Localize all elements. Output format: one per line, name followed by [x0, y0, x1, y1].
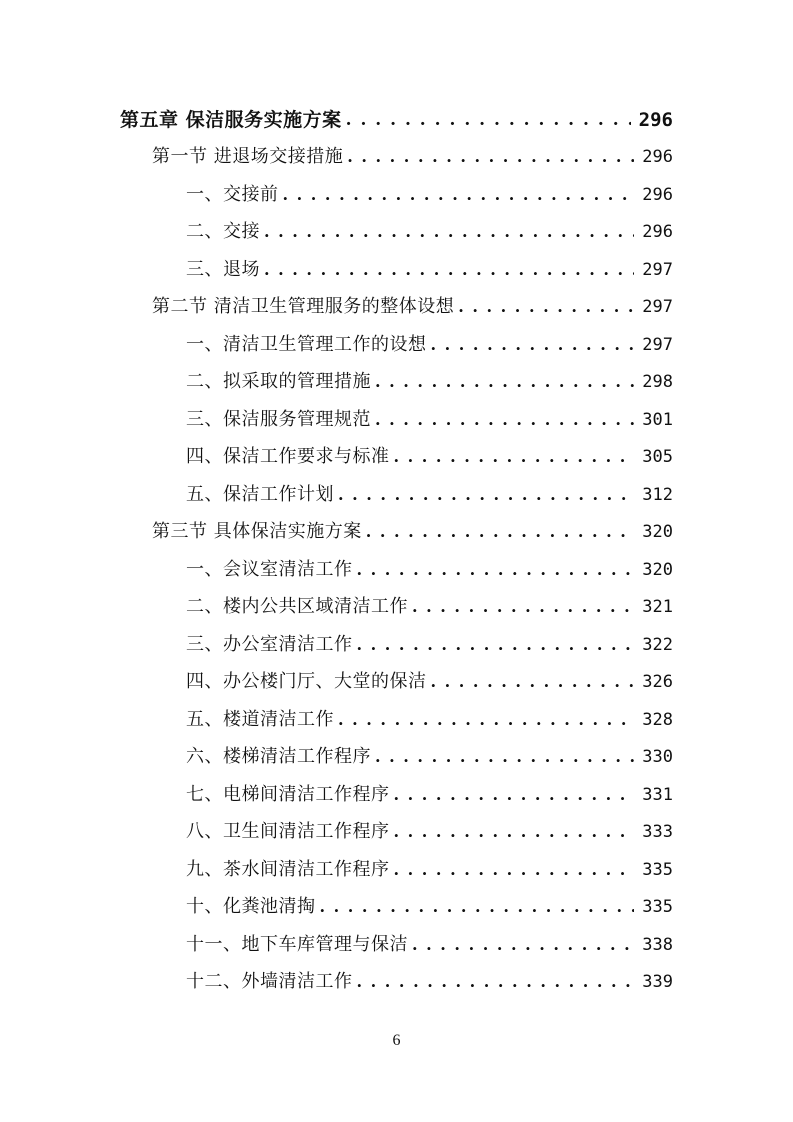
- toc-leader-dots: [366, 520, 635, 544]
- toc-entry-label: 一、清洁卫生管理工作的设想: [186, 333, 427, 355]
- toc-entry-page: 339: [642, 972, 673, 993]
- toc-entry-page: 335: [642, 859, 673, 880]
- toc-entry-item[interactable]: [0, 701, 793, 739]
- toc-entry-page: 330: [642, 747, 673, 768]
- toc-entry-label: 第一节 进退场交接措施: [152, 146, 344, 168]
- toc-leader-dots: [375, 370, 634, 394]
- toc-entry-item[interactable]: [0, 401, 793, 439]
- toc-leader-dots: [357, 970, 635, 994]
- toc-entry-item[interactable]: [0, 889, 793, 927]
- toc-entry-label: 二、拟采取的管理措施: [186, 371, 371, 393]
- toc-entry-label: 八、卫生间清洁工作程序: [186, 821, 390, 843]
- toc-leader-dots: [394, 858, 635, 882]
- toc-entry-page: 296: [642, 184, 673, 205]
- toc-entry-label: 十一、地下车库管理与保洁: [186, 933, 408, 955]
- toc-entry-label: 六、楼梯清洁工作程序: [186, 746, 371, 768]
- toc-entry-item[interactable]: [0, 551, 793, 589]
- toc-leader-dots: [375, 408, 634, 432]
- toc-leader-dots: [394, 445, 635, 469]
- toc-entry-page: 297: [642, 297, 673, 318]
- toc-leader-dots: [346, 108, 631, 132]
- toc-entry-page: 296: [638, 108, 673, 131]
- toc-leader-dots: [338, 483, 634, 507]
- toc-leader-dots: [412, 933, 634, 957]
- toc-leader-dots: [264, 220, 634, 244]
- toc-entry-page: 297: [642, 334, 673, 355]
- toc-leader-dots: [394, 820, 635, 844]
- toc-entry-label: 第三节 具体保洁实施方案: [152, 521, 362, 543]
- toc-entry-label: 二、楼内公共区域清洁工作: [186, 596, 408, 618]
- toc-entry-label: 三、办公室清洁工作: [186, 633, 353, 655]
- toc-entry-label: 九、茶水间清洁工作程序: [186, 858, 390, 880]
- toc-leader-dots: [431, 670, 635, 694]
- toc-entry-item[interactable]: [0, 364, 793, 402]
- toc-entry-item[interactable]: [0, 776, 793, 814]
- toc-entry-page: 338: [642, 934, 673, 955]
- toc-entry-page: 301: [642, 409, 673, 430]
- toc-entry-item[interactable]: [0, 326, 793, 364]
- toc-entry-item[interactable]: [0, 664, 793, 702]
- toc-entry-label: 三、退场: [186, 258, 260, 280]
- toc-entry-item[interactable]: [0, 589, 793, 627]
- toc-leader-dots: [347, 145, 634, 169]
- toc-entry-page: 305: [642, 447, 673, 468]
- toc-entry-item[interactable]: [0, 439, 793, 477]
- toc-leader-dots: [283, 183, 635, 207]
- toc-entry-item[interactable]: [0, 251, 793, 289]
- toc-entry-label: 七、电梯间清洁工作程序: [186, 783, 390, 805]
- toc-entry-item[interactable]: [0, 214, 793, 252]
- toc-leader-dots: [412, 595, 634, 619]
- toc-entry-label: 十、化粪池清掏: [186, 896, 316, 918]
- toc-entry-item[interactable]: [0, 739, 793, 777]
- toc-entry-label: 一、会议室清洁工作: [186, 558, 353, 580]
- toc-entry-label: 二、交接: [186, 221, 260, 243]
- toc-entry-section-1[interactable]: [0, 139, 793, 177]
- toc-leader-dots: [431, 333, 635, 357]
- toc-entry-page: 326: [642, 672, 673, 693]
- toc-entry-page: 320: [642, 522, 673, 543]
- toc-entry-page: 296: [642, 147, 673, 168]
- toc-entry-item[interactable]: [0, 926, 793, 964]
- toc-entry-page: 333: [642, 822, 673, 843]
- toc-leader-dots: [320, 895, 635, 919]
- toc-entry-label: 一、交接前: [186, 183, 279, 205]
- toc-entry-item[interactable]: [0, 476, 793, 514]
- toc-leader-dots: [338, 708, 634, 732]
- toc-leader-dots: [357, 558, 635, 582]
- toc-entry-page: 297: [642, 259, 673, 280]
- toc-entry-section-2[interactable]: [0, 289, 793, 327]
- toc-entry-item[interactable]: [0, 176, 793, 214]
- toc-entry-item[interactable]: [0, 626, 793, 664]
- toc-entry-item[interactable]: [0, 851, 793, 889]
- toc-entry-page: 296: [642, 222, 673, 243]
- toc-entry-label: 四、保洁工作要求与标准: [186, 446, 390, 468]
- toc-entry-page: 335: [642, 897, 673, 918]
- toc-entry-item[interactable]: [0, 964, 793, 1002]
- toc-leader-dots: [375, 745, 634, 769]
- toc-entry-page: 320: [642, 559, 673, 580]
- page-number: 6: [392, 1032, 401, 1049]
- toc-entry-label: 第五章 保洁服务实施方案: [120, 108, 342, 131]
- toc-entry-page: 328: [642, 709, 673, 730]
- toc-entry-chapter-5[interactable]: [0, 101, 793, 139]
- toc-entry-page: 331: [642, 784, 673, 805]
- toc-entry-page: 298: [642, 372, 673, 393]
- toc-entry-label: 第二节 清洁卫生管理服务的整体设想: [152, 296, 455, 318]
- table-of-contents: [0, 101, 793, 1001]
- toc-entry-label: 五、楼道清洁工作: [186, 708, 334, 730]
- toc-leader-dots: [458, 295, 634, 319]
- toc-entry-page: 322: [642, 634, 673, 655]
- toc-leader-dots: [394, 783, 635, 807]
- toc-entry-page: 312: [642, 484, 673, 505]
- toc-entry-label: 四、办公楼门厅、大堂的保洁: [186, 671, 427, 693]
- toc-entry-item[interactable]: [0, 814, 793, 852]
- toc-entry-label: 三、保洁服务管理规范: [186, 408, 371, 430]
- toc-entry-page: 321: [642, 597, 673, 618]
- toc-entry-section-3[interactable]: [0, 514, 793, 552]
- toc-entry-label: 十二、外墙清洁工作: [186, 971, 353, 993]
- toc-entry-label: 五、保洁工作计划: [186, 483, 334, 505]
- toc-leader-dots: [264, 258, 634, 282]
- toc-leader-dots: [357, 633, 635, 657]
